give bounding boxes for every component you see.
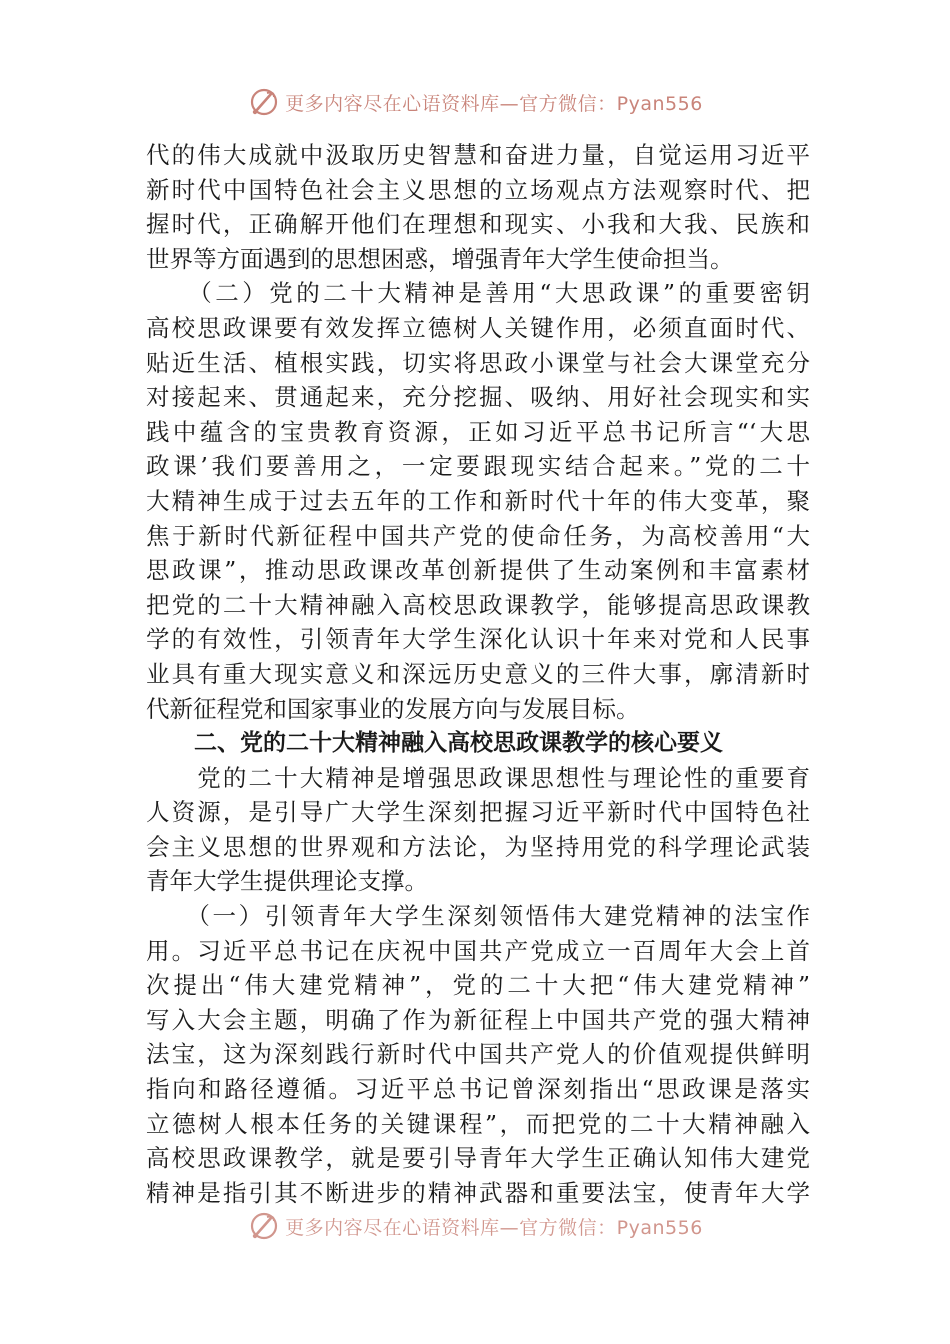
body-text-line: 代新征程党和国家事业的发展方向与发展目标。 [146,694,640,723]
body-text-line: 新时代中国特色社会主义思想的立场观点方法观察时代、把 [146,175,810,204]
body-text-line: 人资源，是引导广大学生深刻把握习近平新时代中国特色社 [146,798,810,827]
body-text-line: 用。习近平总书记在庆祝中国共产党成立一百周年大会上首 [146,936,810,965]
body-text-line: 次提出“伟大建党精神”，党的二十大把“伟大建党精神” [146,971,810,1000]
stylized-pen-logo-icon [247,1209,281,1243]
body-text-line: 写入大会主题，明确了作为新征程上中国共产党的强大精神 [146,1005,810,1034]
body-text-line: 法宝，这为深刻践行新时代中国共产党人的价值观提供鲜明 [146,1040,810,1069]
body-text-line: （一）引领青年大学生深刻领悟伟大建党精神的法宝作 [146,902,810,931]
body-text-line: 政课’我们要善用之，一定要跟现实结合起来。”党的二十 [146,452,810,481]
section-heading: 二、党的二十大精神融入高校思政课教学的核心要义 [194,730,723,757]
body-text-line: 会主义思想的世界观和方法论，为坚持用党的科学理论武装 [146,832,810,861]
body-text-line: 立德树人根本任务的关键课程”，而把党的二十大精神融入 [146,1109,810,1138]
body-text-line: 大精神生成于过去五年的工作和新时代十年的伟大变革，聚 [146,486,810,515]
body-text-line: 世界等方面遇到的思想困惑，增强青年大学生使命担当。 [146,244,734,273]
body-text-line: 握时代，正确解开他们在理想和现实、小我和大我、民族和 [146,210,810,239]
body-text-line: 业具有重大现实意义和深远历史意义的三件大事，廓清新时 [146,659,810,688]
body-text-line: 学的有效性，引领青年大学生深化认识十年来对党和人民事 [146,625,810,654]
body-text-line: 践中蕴含的宝贵教育资源，正如习近平总书记所言“‘大思 [146,417,810,446]
body-text-line: 党的二十大精神是增强思政课思想性与理论性的重要育 [146,763,810,792]
body-text-line: 贴近生活、植根实践，切实将思政小课堂与社会大课堂充分 [146,348,810,377]
header-watermark [0,84,950,120]
body-text-line: 指向和路径遵循。习近平总书记曾深刻指出“思政课是落实 [146,1075,810,1104]
body-text-line: 青年大学生提供理论支撑。 [146,867,428,896]
body-text-line: 精神是指引其不断进步的精神武器和重要法宝，使青年大学 [146,1178,810,1207]
document-body [146,138,810,1210]
body-text-line: 高校思政课教学，就是要引导青年大学生正确认知伟大建党 [146,1144,810,1173]
body-text-line: 对接起来、贯通起来，充分挖掘、吸纳、用好社会现实和实 [146,383,810,412]
body-text-line: 代的伟大成就中汲取历史智慧和奋进力量，自觉运用习近平 [146,141,810,169]
body-text-line: 高校思政课要有效发挥立德树人关键作用，必须直面时代、 [146,313,810,342]
body-text-line: （二）党的二十大精神是善用“大思政课”的重要密钥 [146,279,810,308]
body-text-line: 焦于新时代新征程中国共产党的使命任务，为高校善用“大 [146,521,810,550]
watermark-text: 更多内容尽在心语资料库—官方微信：Pyan556 [285,1216,703,1239]
footer-watermark [0,1208,950,1244]
body-text-line: 思政课”，推动思政课改革创新提供了生动案例和丰富素材 [146,556,810,585]
stylized-pen-logo-icon [247,85,281,119]
watermark-text: 更多内容尽在心语资料库—官方微信：Pyan556 [285,92,703,115]
body-text-line: 把党的二十大精神融入高校思政课教学，能够提高思政课教 [146,590,810,619]
